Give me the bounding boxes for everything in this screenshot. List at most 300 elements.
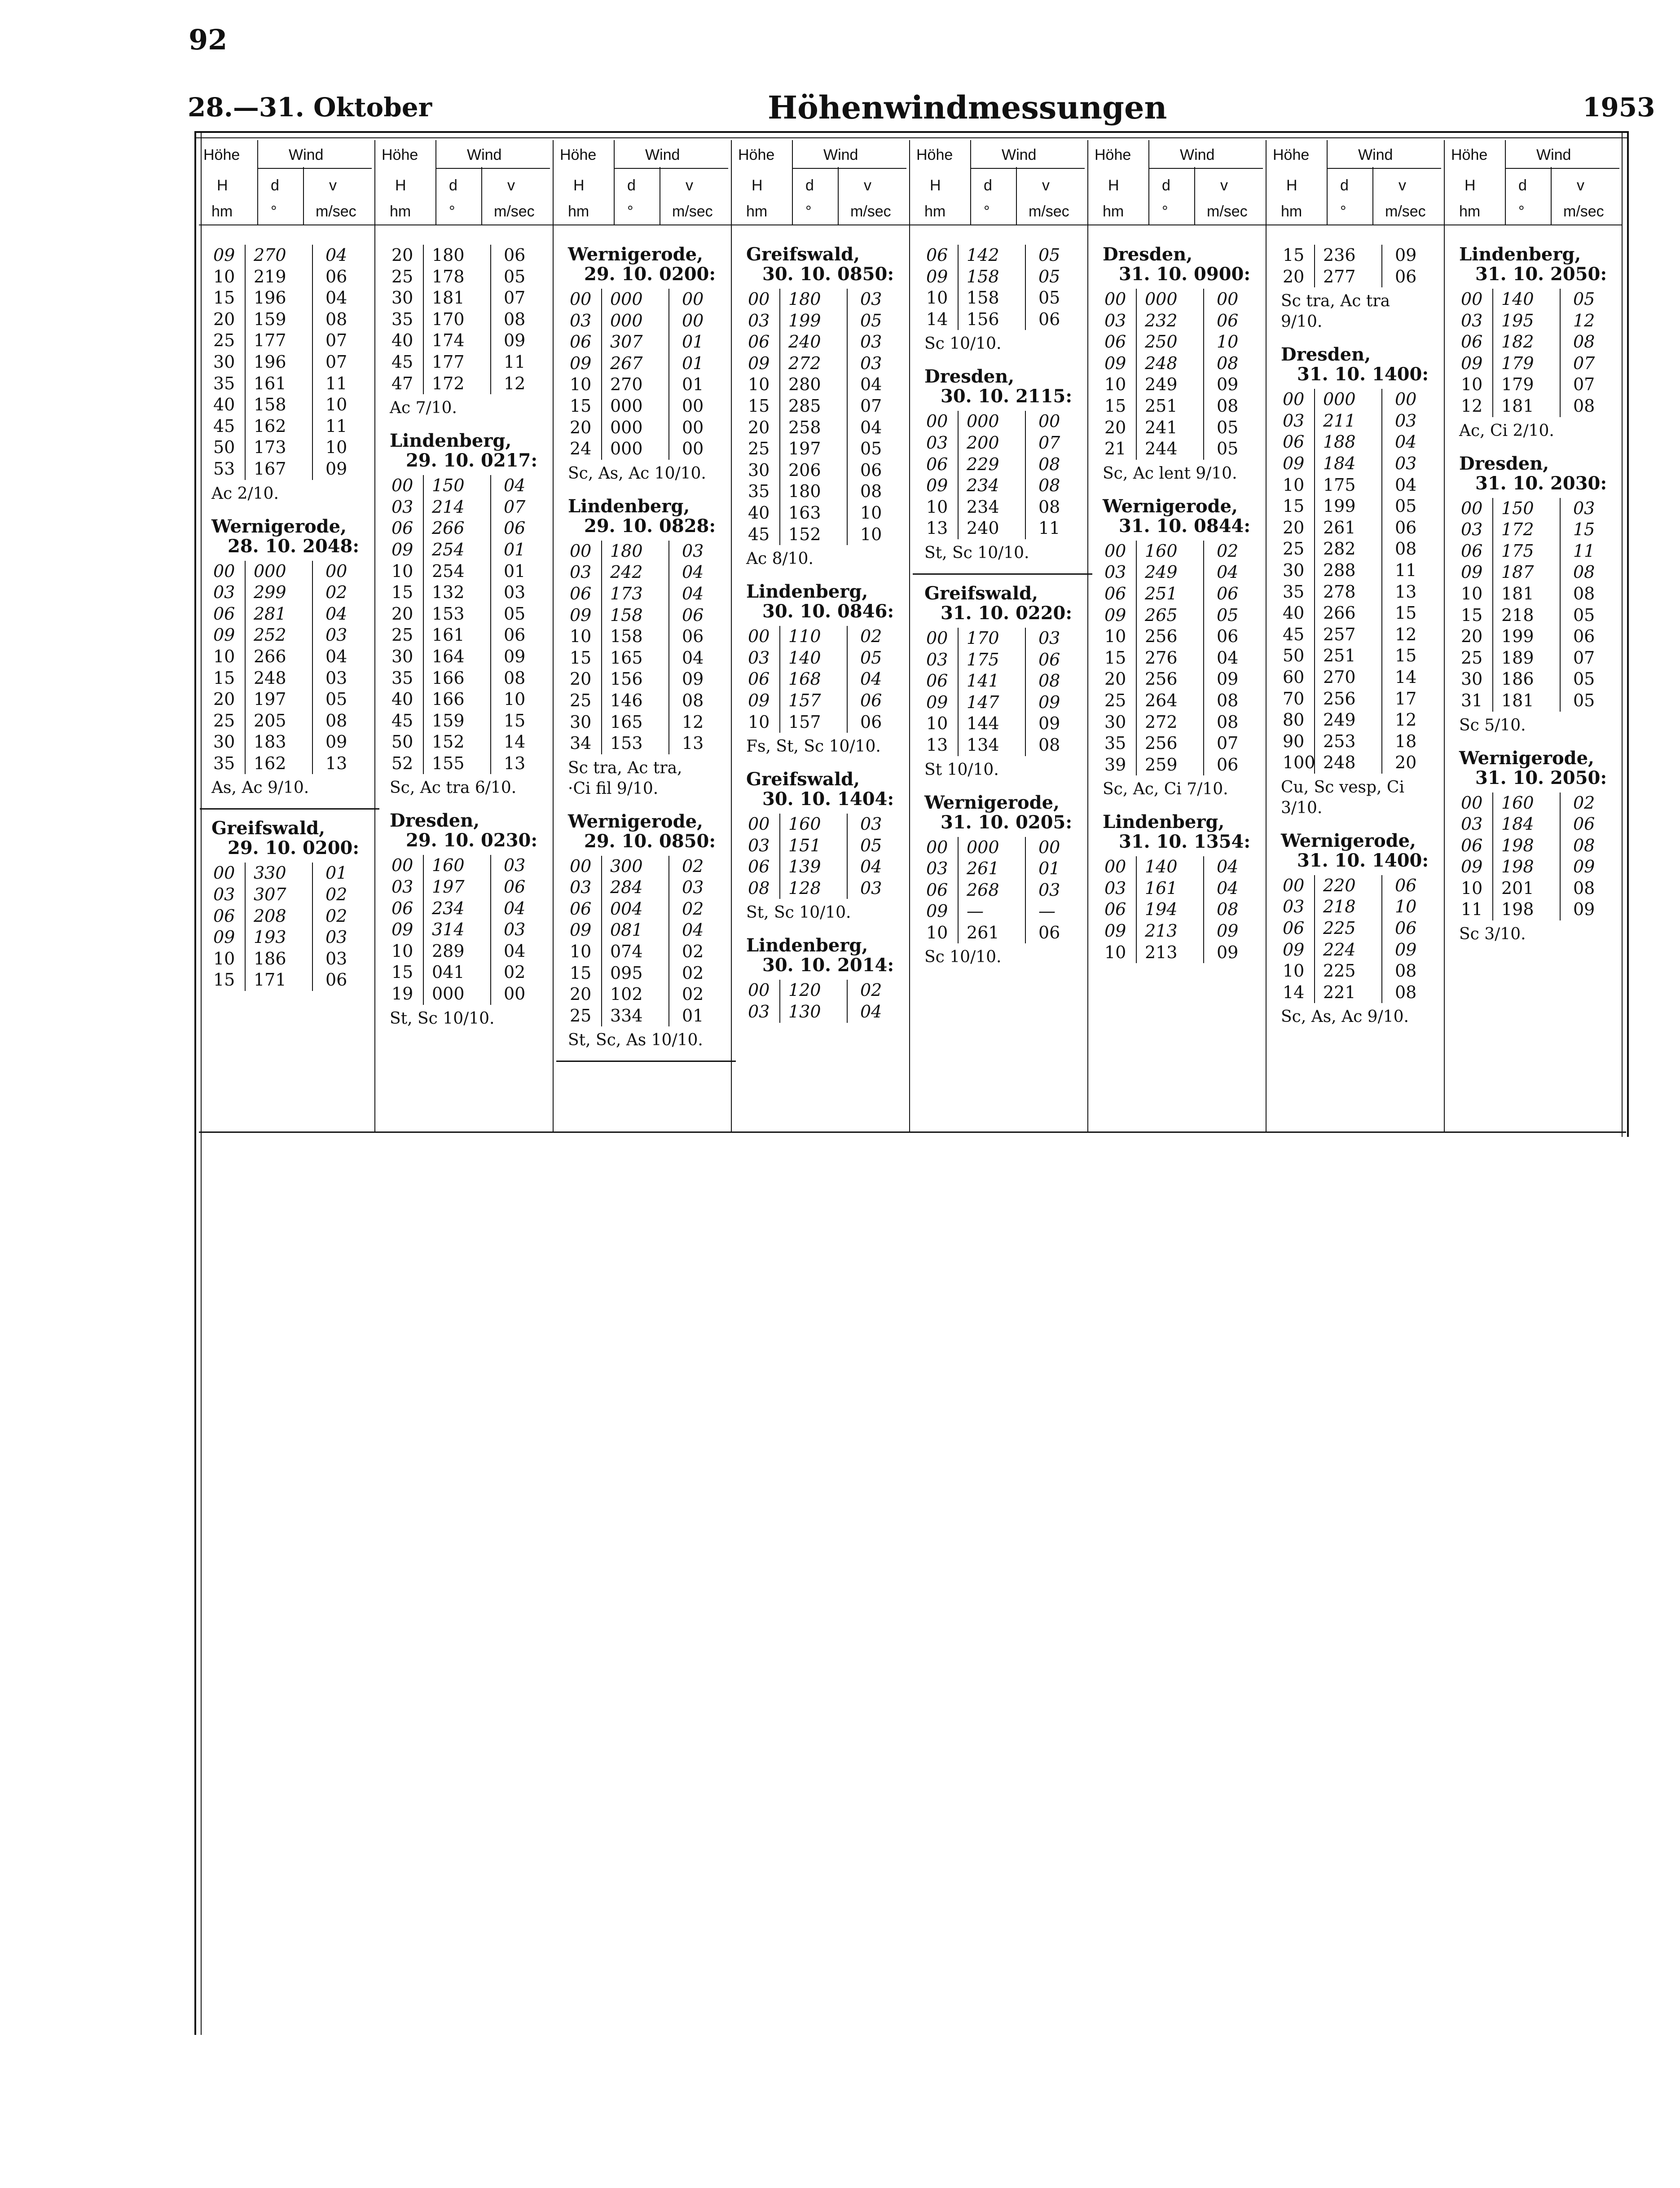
table-row (561, 562, 731, 583)
v-label: v (864, 177, 871, 194)
cell-rule (1136, 541, 1137, 562)
cell-rule (668, 856, 669, 877)
cell-rule (1203, 712, 1204, 733)
height-value: 03 (1283, 897, 1305, 917)
msec-unit: m/sec (1563, 203, 1604, 220)
direction-value: 197 (432, 877, 465, 897)
station-name: Wernigerode, (1459, 747, 1594, 769)
direction-value: 272 (1145, 712, 1178, 732)
speed-value: 06 (1038, 309, 1060, 329)
cell-rule (1314, 581, 1315, 603)
cell-rule (245, 582, 246, 603)
direction-value: 174 (432, 330, 465, 351)
cell-rule (958, 287, 959, 309)
cell-rule (245, 689, 246, 710)
height-value: 20 (213, 309, 235, 329)
height-value: 13 (926, 518, 948, 538)
speed-value: 17 (1395, 688, 1417, 709)
height-value: 10 (1461, 878, 1483, 898)
height-value: 15 (1104, 396, 1126, 416)
cell-rule (312, 948, 313, 970)
cell-rule (423, 876, 424, 898)
height-value: 47 (391, 373, 413, 393)
header-rule (614, 140, 615, 225)
table-row (1274, 667, 1444, 688)
direction-value: 251 (1145, 396, 1178, 416)
cell-rule (958, 266, 959, 288)
cell-rule (847, 669, 848, 690)
cell-rule (1136, 417, 1137, 439)
height-value: 10 (926, 713, 948, 734)
cell-rule (847, 1001, 848, 1023)
table-row (739, 647, 910, 669)
observation-datetime: 31. 10. 1400: (1297, 364, 1429, 385)
direction-value: 041 (432, 962, 465, 982)
cell-rule (490, 983, 491, 1005)
cell-rule (1203, 605, 1204, 626)
table-row (917, 309, 1088, 330)
height-value: 00 (1461, 289, 1483, 309)
table-row (1274, 245, 1444, 266)
height-value: 10 (391, 561, 413, 581)
cell-rule (1492, 605, 1493, 626)
table-row (561, 733, 731, 754)
direction-value: 160 (1501, 792, 1534, 813)
cell-rule (1025, 649, 1026, 671)
cloud-note: Sc 10/10. (924, 335, 1002, 353)
table-row (1452, 310, 1623, 332)
direction-value: 249 (1145, 374, 1178, 395)
cell-rule (668, 605, 669, 626)
cell-rule (958, 735, 959, 756)
height-value: 30 (1461, 669, 1483, 689)
table-row (1274, 624, 1444, 646)
speed-value: 03 (1395, 453, 1417, 473)
direction-value: 074 (610, 942, 643, 962)
speed-value: 12 (1573, 310, 1595, 330)
speed-value: 03 (860, 289, 882, 309)
speed-value: 01 (504, 539, 526, 559)
height-value: 20 (1104, 669, 1126, 689)
cell-rule (423, 287, 424, 309)
cell-rule (423, 625, 424, 646)
table-row (561, 920, 731, 941)
height-value: 03 (1461, 519, 1483, 540)
table-row (561, 605, 731, 626)
height-value: 00 (570, 541, 592, 561)
cell-rule (490, 330, 491, 352)
speed-value: 09 (325, 732, 347, 752)
cell-rule (1136, 647, 1137, 669)
speed-value: 02 (682, 856, 704, 876)
cell-rule (779, 460, 780, 481)
cell-rule (601, 647, 602, 669)
cell-rule (779, 626, 780, 647)
cell-rule (847, 878, 848, 899)
height-value: 00 (748, 289, 770, 309)
direction-value: 256 (1145, 626, 1178, 647)
speed-value: 06 (325, 266, 347, 286)
cell-rule (245, 416, 246, 437)
cell-rule (958, 670, 959, 692)
height-value: 03 (391, 877, 413, 897)
station-name: Greifswald, (924, 582, 1038, 604)
table-row (1452, 562, 1623, 583)
speed-value: 00 (1217, 289, 1239, 309)
direction-value: 314 (432, 920, 465, 940)
cell-rule (245, 437, 246, 458)
cell-rule (1025, 475, 1026, 497)
cell-rule (601, 963, 602, 984)
speed-value: 05 (325, 689, 347, 709)
header-rule (257, 168, 372, 169)
table-row (383, 941, 553, 962)
direction-value: 234 (967, 475, 999, 496)
observation-datetime: 31. 10. 0900: (1119, 264, 1251, 285)
v-label: v (1042, 177, 1050, 194)
table-row (204, 884, 375, 906)
cell-rule (601, 941, 602, 963)
speed-value: 06 (1217, 626, 1239, 647)
cell-rule (423, 373, 424, 395)
height-value: 30 (213, 352, 235, 372)
speed-value: 00 (1395, 389, 1417, 409)
cell-rule (490, 941, 491, 962)
height-value: 45 (391, 710, 413, 731)
table-row (383, 518, 553, 539)
hm-unit: hm (746, 203, 768, 220)
speed-value: 02 (504, 962, 526, 982)
height-value: 00 (213, 561, 235, 581)
cell-rule (1381, 875, 1382, 897)
table-row (1095, 669, 1266, 690)
direction-value: 000 (254, 561, 286, 581)
table-row (1095, 920, 1266, 942)
height-value: 10 (1283, 475, 1305, 495)
table-row (1274, 389, 1444, 410)
cell-rule (1136, 289, 1137, 310)
cell-rule (1560, 814, 1561, 835)
speed-value: 07 (1573, 353, 1595, 373)
speed-value: 06 (504, 518, 526, 538)
cell-rule (490, 710, 491, 732)
cell-rule (490, 919, 491, 941)
height-value: 20 (748, 417, 770, 437)
height-value: 25 (1104, 690, 1126, 710)
height-value: 45 (748, 524, 770, 544)
column-header (1447, 140, 1625, 225)
table-row (1095, 583, 1266, 605)
table-row (739, 690, 910, 712)
table-row (1095, 899, 1266, 920)
table-row (1452, 353, 1623, 374)
speed-value: 02 (325, 906, 347, 926)
speed-value: 07 (1038, 432, 1060, 453)
cell-rule (1492, 626, 1493, 647)
cell-rule (245, 646, 246, 668)
hm-unit: hm (211, 203, 233, 220)
cell-rule (245, 710, 246, 732)
height-value: 15 (1104, 647, 1126, 668)
observation-datetime: 29. 10. 0850: (584, 830, 716, 852)
height-value: 14 (926, 309, 948, 329)
cell-rule (1025, 713, 1026, 735)
column-divider (1444, 140, 1445, 1131)
height-value: 10 (1461, 374, 1483, 395)
cell-rule (490, 309, 491, 330)
height-value: 00 (748, 626, 770, 647)
cell-rule (1314, 752, 1315, 774)
cell-rule (847, 524, 848, 546)
cell-rule (847, 353, 848, 374)
observation-datetime: 30. 10. 0846: (762, 601, 894, 622)
speed-value: 09 (1217, 942, 1239, 962)
speed-value: 04 (682, 647, 704, 668)
cell-rule (312, 352, 313, 373)
direction-value: 140 (788, 647, 821, 668)
speed-value: 05 (860, 439, 882, 459)
direction-value: 254 (432, 539, 465, 559)
table-row (383, 668, 553, 689)
cell-rule (245, 884, 246, 906)
cell-rule (1136, 899, 1137, 920)
table-row (1095, 374, 1266, 396)
cell-rule (958, 475, 959, 497)
cell-rule (779, 502, 780, 524)
height-value: 10 (213, 646, 235, 666)
cell-rule (1381, 752, 1382, 774)
direction-value: 159 (432, 710, 465, 731)
direction-value: 256 (1145, 669, 1178, 689)
direction-value: 261 (967, 922, 999, 942)
height-value: 08 (748, 878, 770, 898)
height-value: 20 (1283, 266, 1305, 286)
h-label: H (1108, 177, 1119, 194)
direction-value: 180 (788, 481, 821, 502)
direction-value: 266 (254, 646, 286, 666)
cell-rule (1314, 245, 1315, 266)
speed-value: 09 (504, 646, 526, 666)
table-row (917, 628, 1088, 649)
height-value: 03 (213, 582, 235, 603)
table-row (917, 518, 1088, 539)
cloud-note: Sc, Ac tra 6/10. (390, 779, 517, 797)
table-row (561, 647, 731, 669)
table-row (917, 858, 1088, 880)
cell-rule (779, 856, 780, 878)
height-value: 25 (748, 439, 770, 459)
speed-value: 00 (682, 417, 704, 437)
cell-rule (847, 331, 848, 353)
speed-value: 00 (1038, 837, 1060, 857)
direction-value: 180 (788, 289, 821, 309)
speed-value: 09 (1395, 245, 1417, 265)
table-row (561, 626, 731, 647)
direction-value: 206 (788, 460, 821, 480)
cell-rule (601, 396, 602, 417)
speed-value: — (1038, 901, 1055, 921)
height-value: 10 (391, 941, 413, 961)
cell-rule (312, 710, 313, 732)
cell-rule (1136, 856, 1137, 878)
table-row (1095, 541, 1266, 562)
cell-rule (1203, 289, 1204, 310)
cell-rule (601, 984, 602, 1005)
column-header (912, 140, 1090, 225)
table-row (1274, 581, 1444, 603)
height-value: 00 (1283, 389, 1305, 409)
cell-rule (1203, 690, 1204, 712)
table-row (204, 330, 375, 352)
height-value: 06 (1283, 918, 1305, 938)
height-value: 30 (748, 460, 770, 480)
speed-value: 04 (1395, 475, 1417, 495)
cell-rule (1560, 669, 1561, 690)
cloud-note: Cu, Sc vesp, Ci 3/10. (1281, 778, 1404, 817)
direction-value: 158 (967, 266, 999, 286)
station-name: Dresden, (1459, 453, 1549, 474)
height-value: 03 (926, 432, 948, 453)
height-value: 45 (213, 416, 235, 436)
cell-rule (1560, 498, 1561, 519)
speed-value: 06 (325, 970, 347, 990)
cell-rule (779, 374, 780, 396)
cell-rule (1314, 731, 1315, 753)
table-row (1274, 752, 1444, 774)
height-value: 00 (1283, 875, 1305, 895)
cell-rule (1203, 438, 1204, 460)
speed-value: 05 (504, 603, 526, 624)
table-row (561, 374, 731, 396)
table-row (383, 539, 553, 561)
direction-value: 188 (1323, 432, 1356, 452)
cell-rule (958, 518, 959, 539)
cell-rule (779, 647, 780, 669)
cell-rule (1314, 410, 1315, 432)
cell-rule (1025, 497, 1026, 518)
cell-rule (1314, 431, 1315, 453)
speed-value: 15 (1395, 603, 1417, 623)
direction-value: 157 (788, 690, 821, 710)
direction-value: 284 (610, 877, 643, 898)
speed-value: 08 (682, 690, 704, 710)
direction-value: 161 (1145, 878, 1178, 898)
height-value: 20 (1461, 626, 1483, 647)
table-top-rule (194, 131, 1629, 138)
direction-value: 182 (1501, 332, 1534, 352)
cell-rule (312, 646, 313, 668)
height-value: 09 (391, 539, 413, 559)
cell-rule (1314, 709, 1315, 731)
direction-value: 134 (967, 735, 999, 755)
direction-value: 160 (432, 855, 465, 876)
table-row (204, 458, 375, 480)
speed-value: 08 (1038, 454, 1060, 474)
direction-value: 150 (432, 475, 465, 496)
height-value: 10 (1104, 374, 1126, 395)
speed-value: 00 (682, 439, 704, 459)
cell-rule (312, 863, 313, 884)
cell-rule (1381, 581, 1382, 603)
cell-rule (1136, 626, 1137, 647)
height-value: 06 (1461, 332, 1483, 352)
direction-value: 159 (254, 309, 286, 329)
cell-rule (1381, 560, 1382, 581)
header-rule (1505, 168, 1619, 169)
cell-rule (1025, 735, 1026, 756)
table-row (204, 266, 375, 288)
cell-rule (423, 898, 424, 920)
cell-rule (1025, 309, 1026, 330)
wind-header: Wind (467, 146, 502, 163)
data-column (1095, 245, 1266, 976)
table-row (383, 855, 553, 876)
msec-unit: m/sec (672, 203, 713, 220)
table-row (1095, 712, 1266, 733)
cell-rule (779, 1001, 780, 1023)
direction-value: 158 (610, 605, 643, 625)
table-row (1274, 431, 1444, 453)
h-label: H (217, 177, 228, 194)
cell-rule (779, 690, 780, 712)
direction-value: 132 (432, 582, 465, 603)
table-row (1274, 896, 1444, 918)
table-row (1452, 583, 1623, 605)
speed-value: 03 (682, 877, 704, 898)
direction-value: 267 (610, 353, 643, 373)
direction-value: 196 (254, 352, 286, 372)
cell-rule (423, 962, 424, 983)
height-value: 50 (213, 437, 235, 458)
height-value: 24 (570, 439, 592, 459)
table-row (1274, 645, 1444, 667)
speed-value: 06 (1573, 814, 1595, 834)
header-rule (970, 168, 1085, 169)
cell-rule (847, 712, 848, 733)
table-row (1274, 875, 1444, 897)
cell-rule (423, 309, 424, 330)
cell-rule (245, 603, 246, 625)
direction-value: 184 (1501, 814, 1534, 834)
table-row (561, 417, 731, 439)
cell-rule (1492, 647, 1493, 669)
observation-datetime: 30. 10. 2115: (941, 386, 1073, 407)
cell-rule (1560, 562, 1561, 583)
cell-rule (245, 373, 246, 395)
cell-rule (847, 502, 848, 524)
direction-value: 299 (254, 582, 286, 603)
station-name: Greifswald, (746, 244, 860, 265)
cell-rule (1560, 289, 1561, 310)
cell-rule (668, 562, 669, 583)
speed-value: 11 (1395, 560, 1417, 580)
direction-value: 282 (1323, 539, 1356, 559)
cell-rule (779, 669, 780, 690)
speed-value: 04 (504, 941, 526, 961)
height-value: 03 (570, 310, 592, 330)
cell-rule (847, 481, 848, 502)
table-row (1095, 289, 1266, 310)
height-value: 06 (570, 583, 592, 603)
cell-rule (312, 287, 313, 309)
speed-value: 07 (504, 288, 526, 308)
cell-rule (1025, 454, 1026, 475)
speed-value: 03 (504, 855, 526, 876)
table-row (204, 603, 375, 625)
height-value: 10 (570, 374, 592, 395)
speed-value: 00 (325, 561, 347, 581)
cell-rule (1025, 880, 1026, 901)
